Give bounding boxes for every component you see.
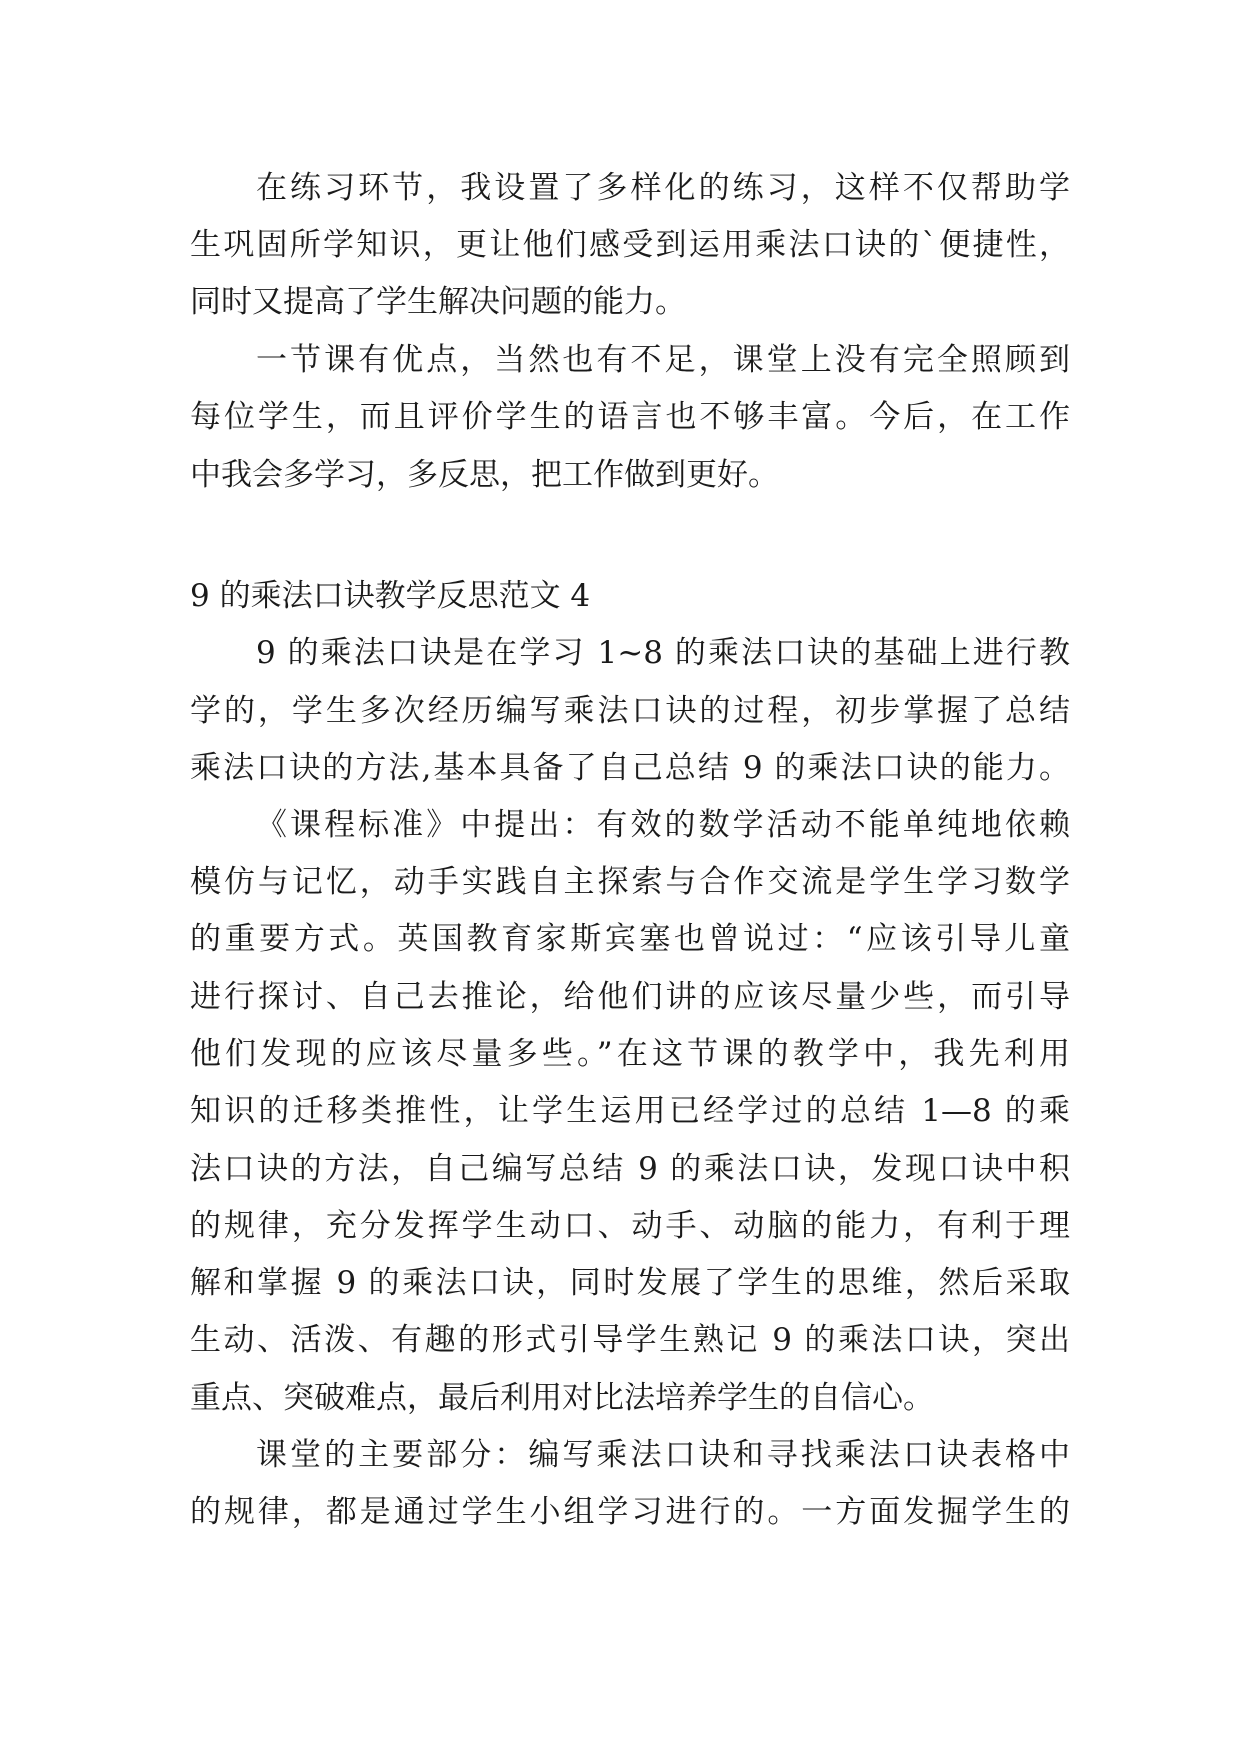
paragraph-3-line-3: 乘法口诀的方法,基本具备了自己总结 9 的乘法口诀的能力。 — [190, 750, 1070, 786]
paragraph-2-line-2: 每位学生，而且评价学生的语言也不够丰富。今后，在工作 — [190, 399, 1070, 435]
paragraph-3-line-1: 9 的乘法口诀是在学习 1~8 的乘法口诀的基础上进行教 — [256, 635, 1070, 671]
paragraph-5-line-2: 的规律，都是通过学生小组学习进行的。一方面发掘学生的 — [190, 1494, 1070, 1530]
paragraph-4-line-8: 的规律，充分发挥学生动口、动手、动脑的能力，有利于理 — [190, 1208, 1070, 1244]
paragraph-2-line-3: 中我会多学习，多反思，把工作做到更好。 — [190, 457, 779, 493]
paragraph-4-line-10: 生动、活泼、有趣的形式引导学生熟记 9 的乘法口诀，突出 — [190, 1322, 1070, 1358]
paragraph-4-line-11: 重点、突破难点，最后利用对比法培养学生的自信心。 — [190, 1380, 934, 1416]
paragraph-4-line-6: 知识的迁移类推性，让学生运用已经学过的总结 1—8 的乘 — [190, 1093, 1070, 1129]
paragraph-4-line-3: 的重要方式。英国教育家斯宾塞也曾说过：“应该引导儿童 — [190, 921, 1070, 957]
paragraph-4-line-4: 进行探讨、自己去推论，给他们讲的应该尽量少些，而引导 — [190, 979, 1070, 1015]
paragraph-4-line-1: 《课程标准》中提出：有效的数学活动不能单纯地依赖 — [256, 807, 1070, 843]
paragraph-4-line-7: 法口诀的方法，自己编写总结 9 的乘法口诀，发现口诀中积 — [190, 1151, 1070, 1187]
paragraph-3-line-2: 学的，学生多次经历编写乘法口诀的过程，初步掌握了总结 — [190, 693, 1070, 729]
paragraph-2-line-1: 一节课有优点，当然也有不足，课堂上没有完全照顾到 — [256, 342, 1070, 378]
paragraph-4-line-9: 解和掌握 9 的乘法口诀，同时发展了学生的思维，然后采取 — [190, 1265, 1070, 1301]
paragraph-4-line-5: 他们发现的应该尽量多些。”在这节课的教学中，我先利用 — [190, 1036, 1070, 1072]
paragraph-1-line-2: 生巩固所学知识，更让他们感受到运用乘法口诀的`便捷性， — [190, 227, 1070, 263]
paragraph-1-line-1: 在练习环节，我设置了多样化的练习，这样不仅帮助学 — [256, 170, 1070, 206]
section-heading: 9 的乘法口诀教学反思范文 4 — [190, 578, 591, 614]
paragraph-1-line-3: 同时又提高了学生解决问题的能力。 — [190, 284, 686, 320]
paragraph-4-line-2: 模仿与记忆，动手实践自主探索与合作交流是学生学习数学 — [190, 864, 1070, 900]
paragraph-5-line-1: 课堂的主要部分：编写乘法口诀和寻找乘法口诀表格中 — [256, 1437, 1070, 1473]
